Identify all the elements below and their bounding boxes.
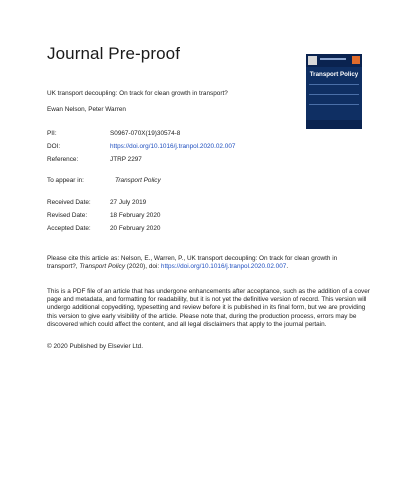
doi-link[interactable]: https://doi.org/10.1016/j.tranpol.2020.02.007	[110, 143, 236, 150]
cover-journal-name: Transport Policy	[309, 71, 359, 78]
citation-prefix: Please cite this article as: Nelson, E., Warren, P., UK transport decoupling: On track for clean growth in transport?,	[47, 255, 338, 271]
revised-date-label: Revised Date:	[47, 212, 88, 219]
page-title: Journal Pre-proof	[47, 44, 181, 63]
cover-bottom-band	[306, 120, 362, 129]
revised-date-value: 18 February 2020	[110, 212, 161, 219]
accepted-date-value: 20 February 2020	[110, 225, 161, 232]
citation-paragraph	[47, 255, 369, 271]
reference-label: Reference:	[47, 156, 79, 163]
journal-cover-image	[306, 54, 362, 129]
copyright-notice: © 2020 Published by Elsevier Ltd.	[47, 343, 144, 350]
appear-in-value: Transport Policy	[115, 177, 161, 184]
cover-stripe	[309, 84, 359, 85]
appear-in-label: To appear in:	[47, 177, 84, 184]
article-title: UK transport decoupling: On track for clean growth in transport?	[47, 90, 228, 97]
cover-stripe	[309, 104, 359, 105]
citation-journal: Transport Policy	[79, 263, 126, 271]
reference-value: JTRP 2297	[110, 156, 142, 163]
citation-doi-link[interactable]: https://doi.org/10.1016/j.tranpol.2020.02.007	[160, 263, 287, 271]
article-authors: Ewan Nelson, Peter Warren	[47, 106, 126, 113]
disclaimer-paragraph: This is a PDF file of an article that has undergone enhancements after acceptance, such as the addition of a cover page and metadata, and formatting for readability, but it is not yet the definitive version of record. This version will undergo additional copyediting, typesetting and review before it is published in its final form, but we are providing this version to give early visibility of the article. Please note that, during the production process, errors may be discovered which could affect the content, and all legal disclaimers that apply to the journal pertain.	[47, 288, 370, 328]
doi-label: DOI:	[47, 143, 61, 150]
pii-value: S0967-070X(19)30574-8	[110, 130, 181, 137]
cover-stripe	[309, 94, 359, 95]
cover-header-text-line	[320, 58, 346, 60]
cover-badge-icon	[352, 56, 360, 64]
citation-suffix: (2020), doi:	[125, 263, 161, 271]
received-date-label: Received Date:	[47, 199, 91, 206]
received-date-value: 27 July 2019	[110, 199, 147, 206]
citation-end: .	[286, 263, 289, 271]
accepted-date-label: Accepted Date:	[47, 225, 91, 232]
pii-label: PII:	[47, 130, 57, 137]
elsevier-logo-icon	[308, 56, 317, 65]
